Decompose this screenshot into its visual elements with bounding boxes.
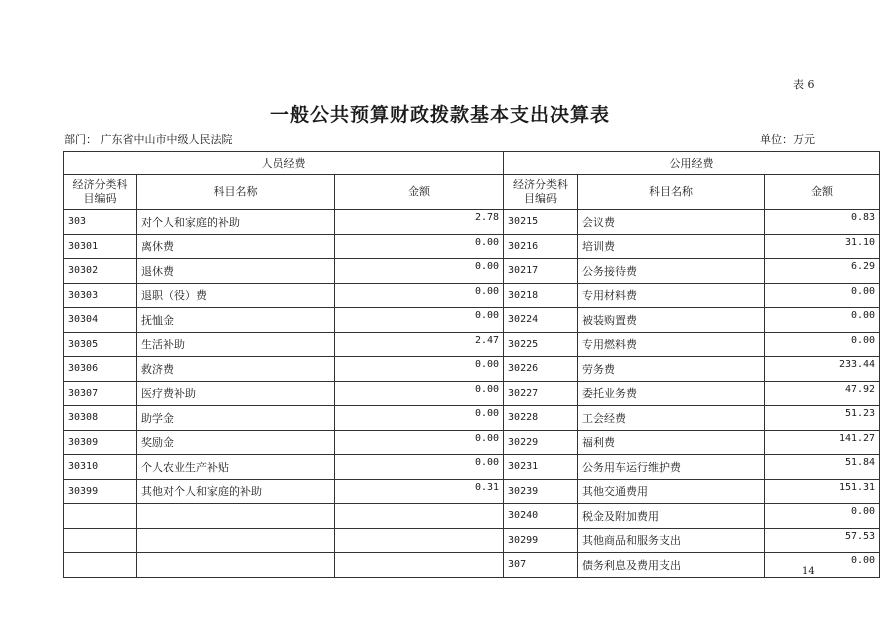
left-name-cell (137, 553, 335, 578)
right-amount-cell: 51.23 (765, 406, 880, 431)
left-name-cell: 医疗费补助 (137, 381, 335, 406)
right-name-cell: 其他商品和服务支出 (578, 528, 765, 553)
right-name-cell: 被装购置费 (578, 308, 765, 333)
left-code-cell: 30302 (64, 259, 137, 284)
right-name-cell: 工会经费 (578, 406, 765, 431)
left-name-cell: 个人农业生产补贴 (137, 455, 335, 480)
left-name-cell: 对个人和家庭的补助 (137, 210, 335, 235)
right-name-cell: 专用燃料费 (578, 332, 765, 357)
right-amount-cell: 0.00 (765, 332, 880, 357)
left-name-cell: 其他对个人和家庭的补助 (137, 479, 335, 504)
left-code-cell: 30399 (64, 479, 137, 504)
right-code-cell: 30299 (504, 528, 578, 553)
left-name-cell: 抚恤金 (137, 308, 335, 333)
left-code-cell: 30303 (64, 283, 137, 308)
amount-header-right: 金额 (765, 175, 880, 210)
right-code-cell: 30239 (504, 479, 578, 504)
left-amount-cell: 0.00 (335, 357, 504, 382)
right-amount-cell: 0.00 (765, 553, 880, 578)
right-code-cell: 30228 (504, 406, 578, 431)
left-code-cell (64, 528, 137, 553)
right-code-cell: 30218 (504, 283, 578, 308)
right-amount-cell: 0.00 (765, 504, 880, 529)
name-header-left: 科目名称 (137, 175, 335, 210)
left-name-cell: 退职（役）费 (137, 283, 335, 308)
table-row (64, 308, 880, 333)
left-name-cell (137, 504, 335, 529)
right-code-cell: 30227 (504, 381, 578, 406)
table-number: 表 6 (793, 78, 815, 91)
table-row (64, 357, 880, 382)
right-code-cell: 30229 (504, 430, 578, 455)
right-name-cell: 专用材料费 (578, 283, 765, 308)
left-amount-cell (335, 528, 504, 553)
table-row (64, 553, 880, 578)
right-name-cell: 福利费 (578, 430, 765, 455)
personnel-expense-header: 人员经费 (64, 152, 504, 175)
table-row (64, 430, 880, 455)
right-amount-cell: 57.53 (765, 528, 880, 553)
table-row (64, 381, 880, 406)
right-amount-cell: 0.83 (765, 210, 880, 235)
name-header-right: 科目名称 (578, 175, 765, 210)
left-code-cell (64, 504, 137, 529)
table-row (64, 210, 880, 235)
right-name-cell: 会议费 (578, 210, 765, 235)
left-amount-cell: 0.00 (335, 308, 504, 333)
right-amount-cell: 0.00 (765, 283, 880, 308)
code-header-left: 经济分类科目编码 (64, 175, 137, 210)
left-name-cell (137, 528, 335, 553)
right-amount-cell: 31.10 (765, 234, 880, 259)
right-amount-cell: 0.00 (765, 308, 880, 333)
left-code-cell: 30301 (64, 234, 137, 259)
right-code-cell: 30217 (504, 259, 578, 284)
right-code-cell: 30215 (504, 210, 578, 235)
table-row (64, 504, 880, 529)
page-number: 14 (802, 566, 815, 577)
left-amount-cell (335, 553, 504, 578)
left-name-cell: 奖励金 (137, 430, 335, 455)
right-name-cell: 劳务费 (578, 357, 765, 382)
right-code-cell: 30231 (504, 455, 578, 480)
left-code-cell: 30305 (64, 332, 137, 357)
left-name-cell: 退休费 (137, 259, 335, 284)
left-code-cell: 30307 (64, 381, 137, 406)
left-name-cell: 助学金 (137, 406, 335, 431)
left-code-cell: 30310 (64, 455, 137, 480)
code-header-right: 经济分类科目编码 (504, 175, 578, 210)
right-code-cell: 30224 (504, 308, 578, 333)
left-amount-cell: 0.00 (335, 455, 504, 480)
public-expense-header: 公用经费 (504, 152, 880, 175)
left-name-cell: 救济费 (137, 357, 335, 382)
right-code-cell: 307 (504, 553, 578, 578)
right-code-cell: 30240 (504, 504, 578, 529)
right-amount-cell: 47.92 (765, 381, 880, 406)
amount-header-left: 金额 (335, 175, 504, 210)
table-row (64, 455, 880, 480)
left-amount-cell: 0.00 (335, 259, 504, 284)
right-name-cell: 公务用车运行维护费 (578, 455, 765, 480)
left-amount-cell: 0.00 (335, 406, 504, 431)
expenditure-table (63, 151, 880, 578)
right-amount-cell: 141.27 (765, 430, 880, 455)
left-amount-cell: 0.00 (335, 381, 504, 406)
right-code-cell: 30226 (504, 357, 578, 382)
left-code-cell: 303 (64, 210, 137, 235)
left-code-cell: 30306 (64, 357, 137, 382)
left-amount-cell (335, 504, 504, 529)
right-amount-cell: 6.29 (765, 259, 880, 284)
right-name-cell: 培训费 (578, 234, 765, 259)
unit-label: 单位：万元 (760, 133, 815, 146)
table-row (64, 259, 880, 284)
left-code-cell: 30309 (64, 430, 137, 455)
right-name-cell: 税金及附加费用 (578, 504, 765, 529)
table-row (64, 479, 880, 504)
right-amount-cell: 151.31 (765, 479, 880, 504)
right-name-cell: 委托业务费 (578, 381, 765, 406)
right-name-cell: 债务利息及费用支出 (578, 553, 765, 578)
right-code-cell: 30225 (504, 332, 578, 357)
left-amount-cell: 0.00 (335, 430, 504, 455)
left-code-cell (64, 553, 137, 578)
left-code-cell: 30308 (64, 406, 137, 431)
table-row (64, 406, 880, 431)
left-amount-cell: 2.47 (335, 332, 504, 357)
left-code-cell: 30304 (64, 308, 137, 333)
left-name-cell: 离休费 (137, 234, 335, 259)
group-header-row (64, 152, 880, 175)
table-row (64, 332, 880, 357)
table-row (64, 283, 880, 308)
right-name-cell: 其他交通费用 (578, 479, 765, 504)
column-header-row (64, 175, 880, 210)
right-amount-cell: 233.44 (765, 357, 880, 382)
left-amount-cell: 0.31 (335, 479, 504, 504)
right-amount-cell: 51.84 (765, 455, 880, 480)
table-row (64, 234, 880, 259)
table-row (64, 528, 880, 553)
left-name-cell: 生活补助 (137, 332, 335, 357)
department-label: 部门： 广东省中山市中级人民法院 (64, 133, 233, 146)
left-amount-cell: 2.78 (335, 210, 504, 235)
right-code-cell: 30216 (504, 234, 578, 259)
right-name-cell: 公务接待费 (578, 259, 765, 284)
document-title: 一般公共预算财政拨款基本支出决算表 (269, 104, 610, 126)
left-amount-cell: 0.00 (335, 283, 504, 308)
left-amount-cell: 0.00 (335, 234, 504, 259)
